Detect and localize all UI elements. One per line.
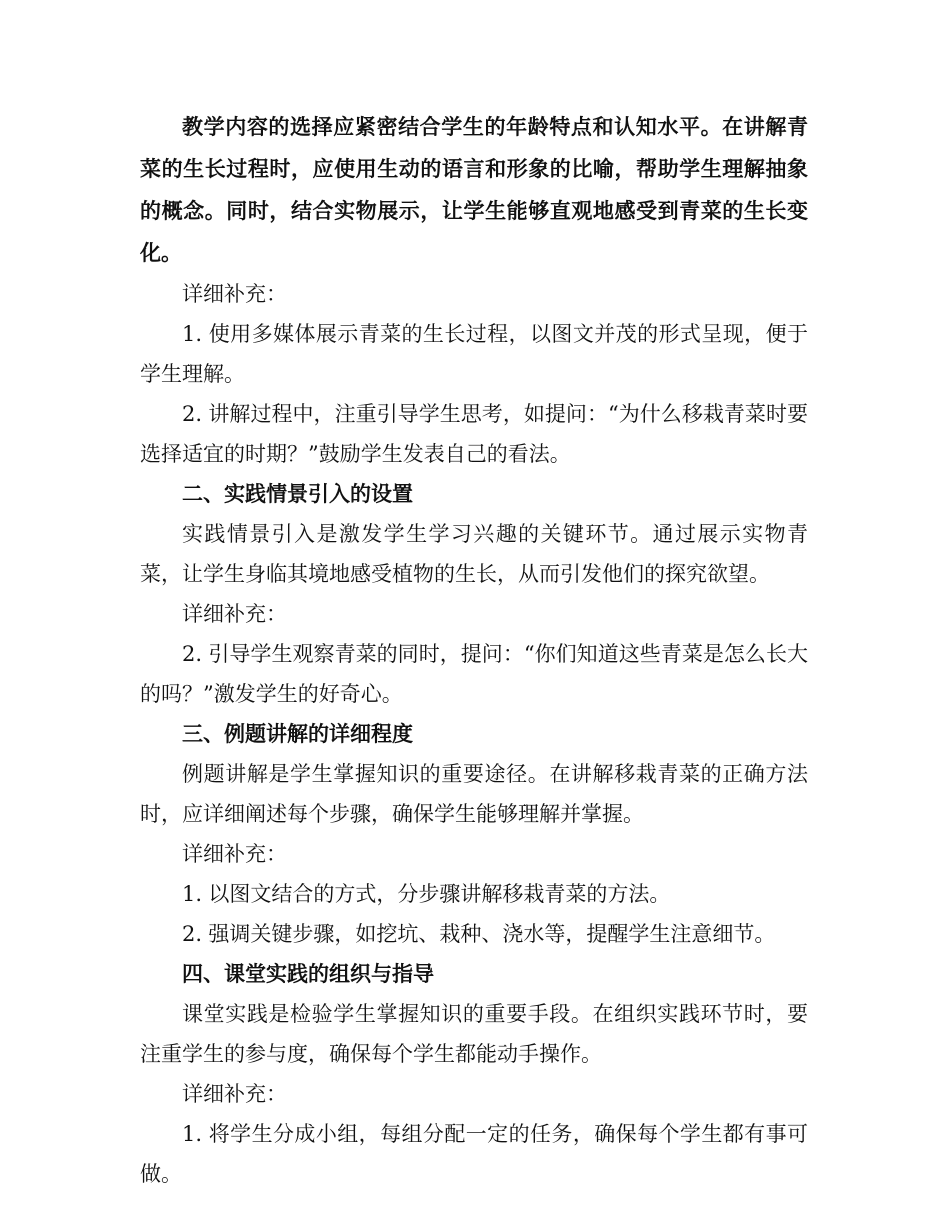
supplement-label: 详细补充： [182, 282, 287, 306]
section-body: 课堂实践是检验学生掌握知识的重要手段。在组织实践环节时，要注重学生的参与度，确保每个学生都能动手操作。 [140, 1002, 808, 1066]
list-item [140, 314, 808, 394]
list-item [140, 1114, 808, 1194]
intro-paragraph: 教学内容的选择应紧密结合学生的年龄特点和认知水平。在讲解青菜的生长过程时，应使用生动的语言和形象的比喻，帮助学生理解抽象的概念。同时，结合实物展示，让学生能够直观地感受到青菜的生长变化。 [140, 115, 808, 265]
list-item-text: 讲解过程中，注重引导学生思考，如提问：“为什么移栽青菜时要选择适宜的时期？”鼓励学生发表自己的看法。 [140, 402, 808, 466]
list-item-number: 1. [182, 1122, 203, 1146]
list-item-text: 强调关键步骤，如挖坑、栽种、浇水等，提醒学生注意细节。 [208, 922, 776, 946]
supplement-label: 详细补充： [182, 842, 287, 866]
section-body: 例题讲解是学生掌握知识的重要途径。在讲解移栽青菜的正确方法时，应详细阐述每个步骤，确保学生能够理解并掌握。 [140, 762, 808, 826]
list-item [140, 634, 808, 714]
list-item-number: 2. [182, 642, 203, 666]
section-body: 实践情景引入是激发学生学习兴趣的关键环节。通过展示实物青菜，让学生身临其境地感受植物的生长，从而引发他们的探究欲望。 [140, 522, 808, 586]
list-item-number: 1. [182, 882, 203, 906]
section-heading: 三、例题讲解的详细程度 [182, 722, 413, 746]
section-heading: 四、课堂实践的组织与指导 [182, 962, 434, 986]
list-item-number: 1. [182, 322, 203, 346]
supplement-label: 详细补充： [182, 1082, 287, 1106]
list-item-number: 2. [182, 402, 203, 426]
list-item [140, 914, 808, 954]
list-item [140, 394, 808, 474]
list-item-text: 将学生分成小组，每组分配一定的任务，确保每个学生都有事可做。 [140, 1122, 808, 1186]
list-item-number: 2. [182, 922, 203, 946]
list-item-text: 使用多媒体展示青菜的生长过程，以图文并茂的形式呈现，便于学生理解。 [140, 322, 808, 386]
supplement-label: 详细补充： [182, 602, 287, 626]
list-item [140, 874, 808, 914]
list-item-text: 引导学生观察青菜的同时，提问：“你们知道这些青菜是怎么长大的吗？”激发学生的好奇心。 [140, 642, 808, 706]
list-item-text: 以图文结合的方式，分步骤讲解移栽青菜的方法。 [208, 882, 671, 906]
document-page [140, 106, 808, 1194]
section-heading: 二、实践情景引入的设置 [182, 482, 413, 506]
